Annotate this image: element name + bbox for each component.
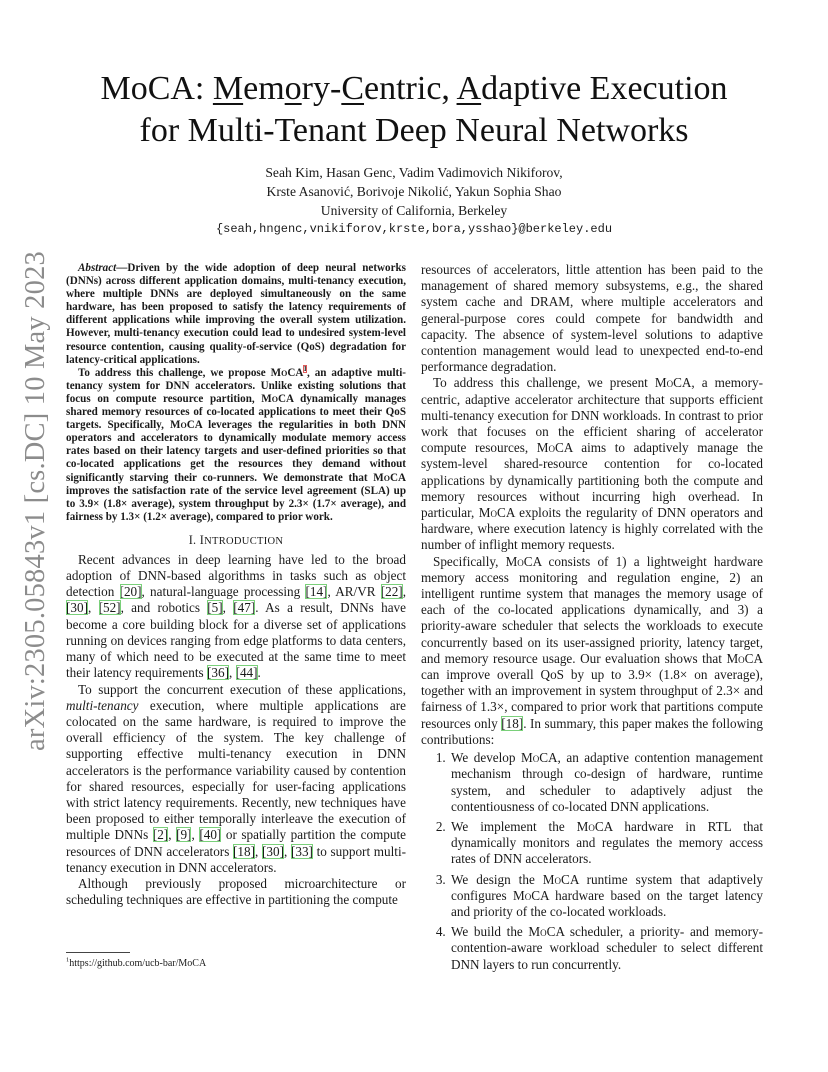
citation-link[interactable]: [18] [233, 843, 255, 859]
citation-link[interactable]: [52] [98, 600, 121, 616]
intro-paragraph-4: To address this challenge, we present MoCA, a memory-centric, adaptive accelerator architecture that supports efficient multi-tenancy execution for DNN workloads. In contrast to prior work that focuses on the efficient sharing of accelerator compute resources, MoCA aims to adaptively manage the system-level shared-resource contention for co-located applications by dynamically partitioning both the compute and memory resources without incurring high overhead. In particular, MoCA exploits the regularity of DNN operators and hardware, where execution latency is highly correlated with the number of inflight memory requests. [421, 375, 763, 553]
intro-paragraph-2: To support the concurrent execution of these applications, multi-tenancy execution, where multiple applications are colocated on the same hardware, is required to improve the overall efficiency of the system. The key challenge of supporting effective multi-tenancy execution in DNN accelerators is the performance variability caused by contention for shared resources, especially for user-facing applications with strict latency requirements. Recently, new techniques have been proposed to either temporally interleave the execution of multiple DNNs [2], [9], [40] or spatially partition the compute resources of DNN accelerators [18], [30], [33] to support multi-tenancy execution in DNN accelerators. [66, 681, 407, 875]
citation-link[interactable]: [22] [380, 584, 403, 600]
contribution-item: 1. We develop MoCA, an adaptive contention management mechanism through co-design of hardware, runtime system, and scheduler to adaptively adjust the contentiousness of co-located DNN applications. [449, 750, 763, 815]
arxiv-identifier-stamp [6, 251, 66, 751]
intro-paragraph-3: Although previously proposed microarchitecture or scheduling techniques are effective in partitioning the compute [66, 875, 406, 908]
right-column [421, 262, 763, 977]
footnote-divider [66, 952, 130, 953]
introduction-left-text [66, 552, 406, 908]
paper-title [60, 68, 768, 152]
arxiv-stamp-text: arXiv:2305.05843v1 [cs.DC] 10 May 2023 [20, 251, 51, 751]
contributions-list [421, 750, 763, 973]
section-heading-introduction: I. INTRODUCTION [188, 532, 284, 547]
footnote-1: $^1$https://github.com/ucb-bar/MoCA [66, 956, 207, 969]
abstract-label: Abstract [78, 262, 117, 274]
author-names-line-1: Seah Kim, Hasan Genc, Vadim Vadimovich Nikiforov, [265, 165, 563, 180]
contribution-item: 4. We build the MoCA scheduler, a priority- and memory-contention-aware workload scheduler to select different DNN layers to run concurrently. [449, 924, 763, 973]
footnote-ref-1[interactable]: 1 [303, 365, 307, 374]
citation-link[interactable]: [33] [290, 843, 313, 859]
citation-link[interactable]: [36] [206, 665, 229, 681]
abstract-paragraph-1: Abstract—Driven by the wide adoption of deep neural networks (DNNs) across different application domains, multi-tenancy execution, where multiple DNNs are deployed simultaneously on the same hardware, has been proposed to satisfy the latency requirements of different applications while improving the overall system utilization. However, multi-tenancy execution could lead to undesired system-level resource contention, causing quality-of-service (QoS) degradation for latency-critical applications. [66, 262, 406, 366]
intro-paragraph-1: Recent advances in deep learning have led to the broad adoption of DNN-based algorithms in tasks such as object detection [20], natural-language processing [14], AR/VR [22], [30], [52], and robotics [5], [47]. As a result, DNNs have become a core building block for a diverse set of applications running on devices ranging from edge platforms to data centers, many of which need to be executed at the same time to meet their latency requirements [36], [44]. [66, 551, 406, 681]
intro-paragraph-5: Specifically, MoCA consists of 1) a lightweight hardware memory access monitoring and regulation engine, 2) an intelligent runtime system that manages the memory usage of each of the co-located applications dynamically, and 3) a priority-aware scheduler that selects the workloads to execute concurrently based on its user-assigned priority, latency target, and memory resource usage. Our evaluation shows that MoCA can improve overall QoS by up to 3.9× (1.8× on average), together with an improvement in system throughput of 2.3× and fairness of 1.3×, compared to prior work that partitions compute resources only [18]. In summary, this paper makes the following contributions: [421, 553, 763, 747]
contribution-item: 3. We design the MoCA runtime system that adaptively configures MoCA hardware based on the target latency and priority of the co-located workloads. [449, 872, 763, 921]
citation-link[interactable]: [40] [199, 827, 222, 843]
title-line-1: MoCA: Memory-Centric, Adaptive Execution [100, 70, 728, 107]
abstract-paragraph-2: To address this challenge, we propose MoCA$^1$, an adaptive multi-tenancy system for DNN accelerators. Unlike existing solutions that focus on compute resource partition, MoCA dynamically manages shared memory resources of co-located applications to meet their QoS targets. Specifically, MoCA leverages the regularities in both DNN operators and accelerators to dynamically modulate memory access rates based on their latency targets and user-defined priorities so that co-located applications get the resources they demand without significantly starving their co-runners. We demonstrate that MoCA improves the satisfaction rate of the service level agreement (SLA) up to 3.9× (1.8× average), system throughput by 2.3× (1.7× average), and fairness by 1.3× (1.2× average), compared to prior work. [66, 365, 406, 523]
left-column [66, 262, 406, 908]
citation-link[interactable]: [47] [233, 600, 256, 616]
citation-link[interactable]: [30] [66, 600, 88, 616]
abstract [66, 262, 406, 524]
title-line-2: for Multi-Tenant Deep Neural Networks [139, 112, 689, 149]
author-emails[interactable]: {seah,hngenc,vnikiforov,krste,bora,ysshao}@berkeley.edu [215, 222, 613, 236]
citation-link[interactable]: [9] [176, 827, 192, 843]
citation-link[interactable]: [20] [119, 584, 142, 600]
author-names-line-2: Krste Asanović, Borivoje Nikolić, Yakun Sophia Shao [266, 184, 562, 199]
footnote-url[interactable]: https://github.com/ucb-bar/MoCA [69, 958, 207, 969]
citation-link[interactable]: [30] [261, 843, 284, 859]
citation-link[interactable]: [14] [305, 584, 328, 600]
citation-link[interactable]: [2] [152, 827, 169, 843]
introduction-right-text [421, 262, 763, 748]
citation-link[interactable]: [5] [207, 600, 223, 616]
citation-link[interactable]: [44] [235, 665, 258, 681]
author-block [100, 163, 728, 239]
affiliation: University of California, Berkeley [320, 203, 508, 218]
intro-paragraph-3-continued: resources of accelerators, little attention has been paid to the management of shared memory subsystems, e.g., the shared system cache and DRAM, where multiple accelerators and general-purpose cores could compete for bandwidth and capacity. The absence of system-level solutions to adaptive contention management would lead to unexpected end-to-end performance degradation. [421, 262, 763, 375]
contribution-item: 2. We implement the MoCA hardware in RTL that dynamically monitors and regulates the memory access rates of DNN accelerators. [449, 819, 763, 868]
citation-link[interactable]: [18] [501, 715, 524, 731]
